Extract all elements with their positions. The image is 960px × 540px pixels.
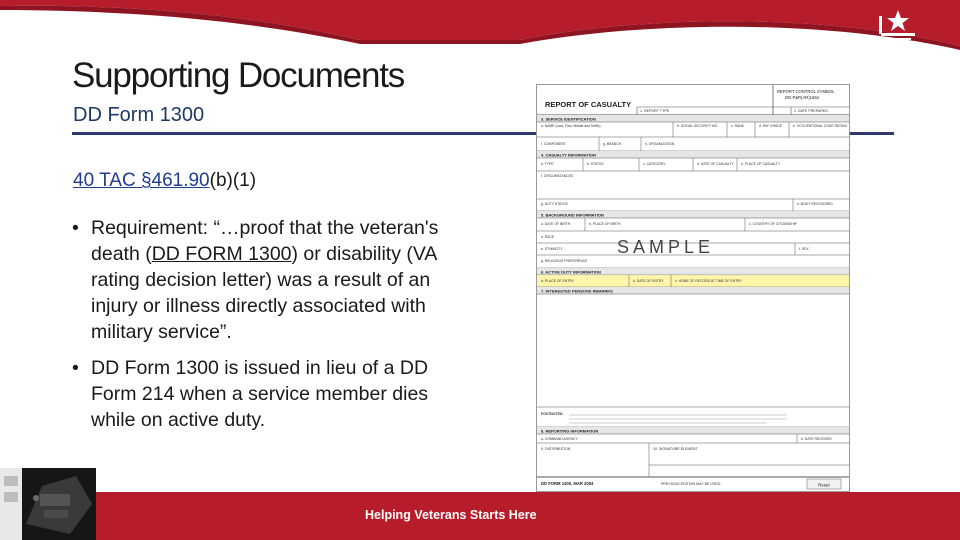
form-field-label: h. ORGANIZATION <box>645 142 675 146</box>
footer-tagline: Helping Veterans Starts Here <box>365 508 537 522</box>
form-reset-label: Reset <box>818 482 830 488</box>
form-footnotes-label: FOOTNOTES: <box>541 412 564 416</box>
form-section-header: 5. BACKGROUND INFORMATION <box>541 212 604 218</box>
form-field-label: h. BODY RECOVERED <box>797 202 833 206</box>
bullet-issued-in-lieu <box>72 355 472 433</box>
form-field-label: b. SOCIAL SECURITY NO. <box>677 124 719 128</box>
form-field-label: d. RACE <box>541 235 555 239</box>
form-field-label: e. PLACE OF CASUALTY <box>741 162 781 166</box>
form-field-label: b. STATUS <box>587 162 604 166</box>
form-previous-edition: PREVIOUS EDITION MAY BE USED. <box>661 482 722 486</box>
bullet-text: DD Form 1300 is issued in lieu of a DD Form 214 when a service member dies while on active duty. <box>91 357 429 431</box>
form-field-label: e. OCCUPATIONAL CODE RATING <box>793 124 848 128</box>
military-dog-tags-image <box>0 468 96 540</box>
form-section-header: 7. INTERESTED PERSONS REMARKS <box>541 288 613 294</box>
form-field-label: f. CIRCUMSTANCES <box>541 174 574 178</box>
form-field-label: f. COMPONENT <box>541 142 566 146</box>
form-field-label: d. PAY GRADE <box>759 124 782 128</box>
form-section-header: 6. ACTIVE DUTY INFORMATION <box>541 269 601 275</box>
form-field-label: a. NAME (Last, First, Middle and Suffix) <box>541 124 601 128</box>
form-field-label: a. TYPE <box>541 162 554 166</box>
form-number: DD FORM 1300, MAR 2004 <box>541 481 594 486</box>
form-section-header: 8. REPORTING INFORMATION <box>541 428 599 434</box>
bullet-list <box>72 215 472 443</box>
logo-line-2: COMMISSION <box>877 54 919 60</box>
form-section-header: 3. SERVICE IDENTIFICATION <box>541 116 596 122</box>
bullet-underlined-text: DD FORM 1300 <box>151 243 292 265</box>
form-field-label: c. HOME OF RECORD AT TIME OF ENTRY <box>675 279 742 283</box>
form-field-label: b. DATE OF ENTRY <box>633 279 664 283</box>
page-subtitle: DD Form 1300 <box>73 104 205 126</box>
bullet-text-after: ) or disability (VA rating decision letter) was a result of an injury or illness directly associated with military service”. <box>91 243 437 343</box>
form-field-label: e. ETHNICITY <box>541 247 563 251</box>
form-field-label: g. DUTY STATUS <box>541 202 568 206</box>
form-field-label: c. CATEGORY <box>643 162 666 166</box>
form-field-label: d. DATE OF CASUALTY <box>697 162 734 166</box>
form-field-label: c. COUNTRY OF CITIZENSHIP <box>749 222 797 226</box>
form-section-header: 4. CASUALTY INFORMATION <box>541 152 596 158</box>
form-field-label: 1. REPORT TYPE <box>640 109 670 113</box>
form-field-label: a. PLACE OF ENTRY <box>541 279 574 283</box>
texas-veterans-commission-logo <box>858 8 938 64</box>
flag-star-icon <box>875 8 921 42</box>
form-field-label: a. COMMAND AGENCY <box>541 437 578 441</box>
dd-form-1300-image <box>536 84 850 492</box>
citation-suffix: (b)(1) <box>209 170 257 191</box>
form-drawing <box>537 85 849 491</box>
top-banner <box>0 0 960 60</box>
form-field-label: b. PLACE OF BIRTH <box>589 222 621 226</box>
form-control-symbol: REPORT CONTROL SYMBOL <box>777 89 835 94</box>
citation <box>73 170 256 192</box>
form-field-label: a. DATE OF BIRTH <box>541 222 571 226</box>
logo-line-1: TEXAS VETERANS <box>869 47 927 53</box>
form-field-label: 10. SIGNATURE ELEMENT <box>653 447 698 451</box>
tac-citation-link[interactable]: 40 TAC §461.90 <box>73 170 210 191</box>
form-field-label: 2. DATE PREPARED <box>794 109 828 113</box>
form-field-label: c. RANK <box>731 124 744 128</box>
form-field-label: g. RELIGIOUS PREFERENCE <box>541 259 588 263</box>
bullet-dot-icon: • <box>72 357 79 379</box>
form-title: REPORT OF CASUALTY <box>545 100 632 109</box>
form-field-label: b. DATE RECEIVED <box>801 437 832 441</box>
form-field-label: 9. DISTRIBUTION <box>541 447 571 451</box>
bullet-dot-icon: • <box>72 217 79 239</box>
footer-photo <box>0 468 96 540</box>
bullet-text-before: Requirement: “…proof that the veteran's death ( <box>91 217 439 265</box>
page-title: Supporting Documents <box>72 56 405 95</box>
form-field-label: g. BRANCH <box>603 142 622 146</box>
bullet-requirement <box>72 215 472 345</box>
form-watermark: SAMPLE <box>617 237 715 257</box>
form-control-code: DD-P&R(AR)1664 <box>785 95 819 100</box>
form-field-label: f. SEX <box>799 247 809 251</box>
